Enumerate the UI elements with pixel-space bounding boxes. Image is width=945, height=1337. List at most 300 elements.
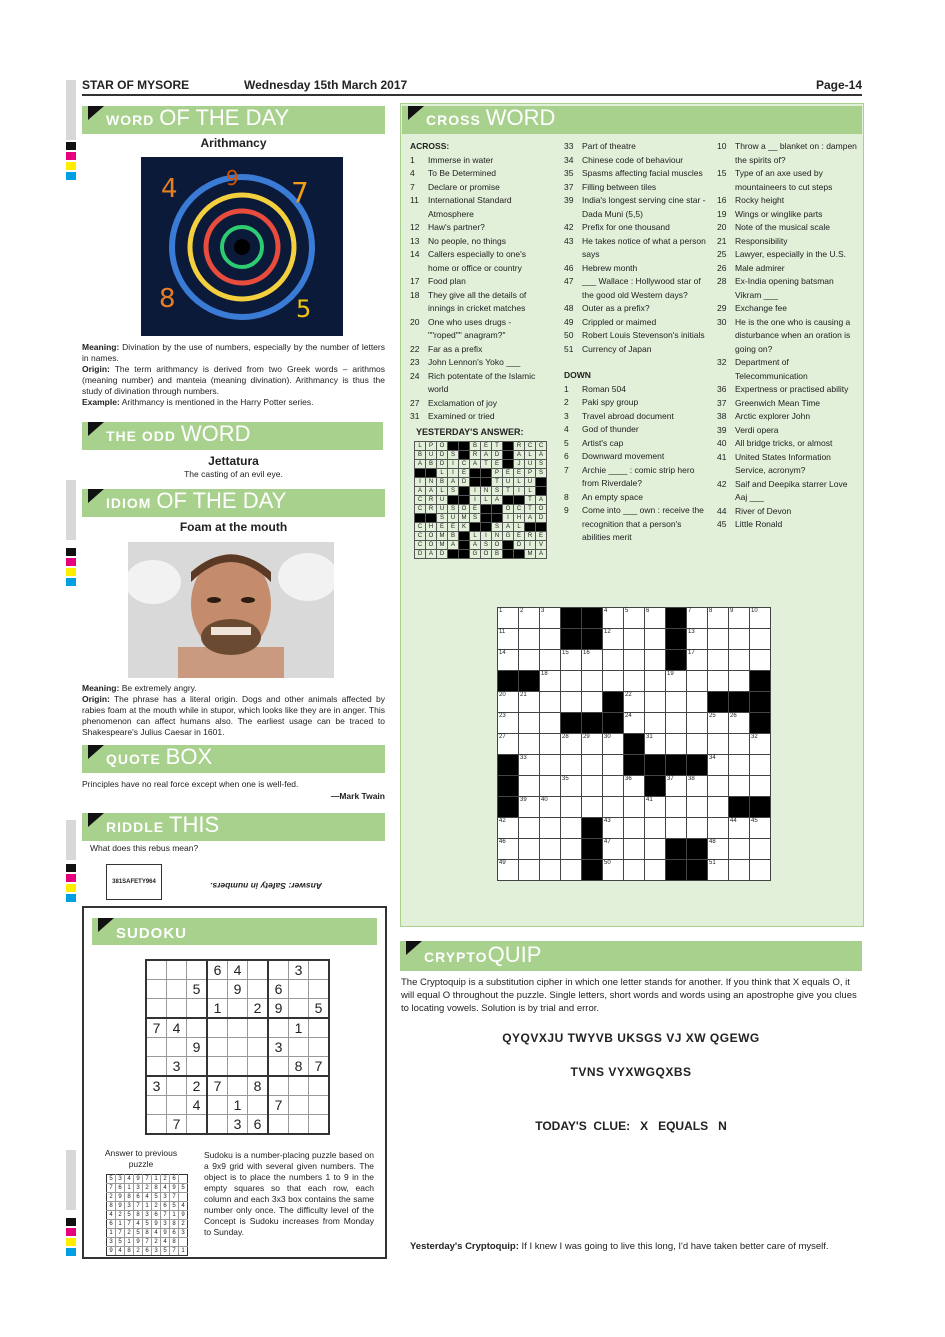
swatch-cyan xyxy=(66,578,76,586)
crossword-cell[interactable] xyxy=(498,650,519,671)
crossword-cell[interactable] xyxy=(687,818,708,839)
answer-cell: T xyxy=(492,442,503,451)
sudoku-cell: 3 xyxy=(116,1175,125,1184)
crossword-cell[interactable] xyxy=(666,692,687,713)
sudoku-cell[interactable] xyxy=(187,1115,208,1135)
crossword-cell[interactable] xyxy=(645,860,666,881)
crossword-cell[interactable] xyxy=(708,671,729,692)
sudoku-cell[interactable] xyxy=(207,1057,228,1077)
sudoku-cell[interactable] xyxy=(187,1057,208,1077)
crossword-cell[interactable] xyxy=(519,839,540,860)
crossword-cell[interactable] xyxy=(540,713,561,734)
sudoku-cell[interactable] xyxy=(146,1057,167,1077)
crossword-cell[interactable] xyxy=(750,839,771,860)
crossword-cell[interactable] xyxy=(645,671,666,692)
sudoku-cell[interactable] xyxy=(207,1018,228,1038)
crossword-cell[interactable] xyxy=(708,629,729,650)
sudoku-cell[interactable] xyxy=(228,1038,248,1057)
crossword-cell[interactable] xyxy=(582,797,603,818)
crossword-black-cell xyxy=(582,629,603,650)
sudoku-cell[interactable]: 6 xyxy=(248,1115,269,1135)
crossword-cell[interactable] xyxy=(624,860,645,881)
sudoku-cell[interactable]: 9 xyxy=(228,980,248,999)
clue-item xyxy=(564,343,706,357)
answer-cell: D xyxy=(437,460,448,469)
sudoku-cell[interactable]: 5 xyxy=(187,980,208,999)
crossword-cell[interactable] xyxy=(498,860,519,881)
clue-item xyxy=(564,235,706,262)
sudoku-cell[interactable] xyxy=(167,980,187,999)
crossword-cell[interactable] xyxy=(624,797,645,818)
sudoku-cell[interactable]: 6 xyxy=(268,980,289,999)
crossword-cell[interactable] xyxy=(750,734,771,755)
crossword-cell[interactable] xyxy=(750,776,771,797)
crossword-cell[interactable] xyxy=(519,692,540,713)
sudoku-cell[interactable]: 2 xyxy=(187,1076,208,1096)
clue-item xyxy=(564,221,706,235)
crossword-cell[interactable] xyxy=(687,692,708,713)
crossword-cell[interactable] xyxy=(540,839,561,860)
crossword-cell[interactable] xyxy=(624,608,645,629)
sudoku-cell[interactable] xyxy=(289,1038,309,1057)
sudoku-cell[interactable] xyxy=(228,1076,248,1096)
crossword-cell[interactable] xyxy=(624,671,645,692)
answer-cell: R xyxy=(426,496,437,505)
crossword-cell[interactable] xyxy=(540,671,561,692)
sudoku-cell[interactable]: 4 xyxy=(187,1096,208,1115)
crossword-cell[interactable] xyxy=(561,776,582,797)
sudoku-cell[interactable] xyxy=(187,999,208,1019)
crossword-cell[interactable] xyxy=(561,734,582,755)
crossword-cell[interactable] xyxy=(498,818,519,839)
sudoku-cell[interactable] xyxy=(309,1096,330,1115)
crossword-cell[interactable] xyxy=(645,818,666,839)
crossword-cell[interactable] xyxy=(498,713,519,734)
sudoku-cell[interactable] xyxy=(146,960,167,980)
sudoku-cell[interactable] xyxy=(146,980,167,999)
sudoku-cell[interactable]: 7 xyxy=(146,1018,167,1038)
crossword-cell[interactable] xyxy=(582,734,603,755)
answer-black-cell xyxy=(503,541,514,550)
crossword-cell[interactable] xyxy=(729,839,750,860)
sudoku-cell[interactable]: 7 xyxy=(268,1096,289,1115)
crossword-cell[interactable] xyxy=(603,797,624,818)
crossword-cell[interactable] xyxy=(729,629,750,650)
clue-item xyxy=(717,316,857,357)
cell-number: 46 xyxy=(499,839,506,845)
clue-item xyxy=(410,154,540,168)
sudoku-cell[interactable] xyxy=(167,1038,187,1057)
crossword-cell[interactable] xyxy=(645,797,666,818)
sudoku-cell[interactable]: 1 xyxy=(228,1096,248,1115)
swatch-black xyxy=(66,142,76,150)
sudoku-cell[interactable]: 3 xyxy=(228,1115,248,1135)
crossword-cell[interactable] xyxy=(645,713,666,734)
sudoku-cell[interactable]: 5 xyxy=(309,999,330,1019)
crossword-cell[interactable] xyxy=(561,797,582,818)
crossword-cell[interactable] xyxy=(540,629,561,650)
crossword-cell[interactable] xyxy=(498,692,519,713)
crossword-cell[interactable] xyxy=(708,755,729,776)
sudoku-cell[interactable] xyxy=(289,1076,309,1096)
crossword-cell[interactable] xyxy=(561,692,582,713)
clue-number: 49 xyxy=(564,316,574,327)
clue-text: Downward movement xyxy=(582,451,665,461)
crossword-cell[interactable] xyxy=(540,818,561,839)
crossword-cell[interactable] xyxy=(708,797,729,818)
yesterday-answer-label: YESTERDAY'S ANSWER: xyxy=(416,427,524,437)
cell-number: 48 xyxy=(709,839,716,845)
crossword-black-cell xyxy=(645,755,666,776)
sudoku-cell[interactable]: 4 xyxy=(228,960,248,980)
clue-text: Exclamation of joy xyxy=(428,397,497,408)
riddle-answer: Answer: Safety in numbers. xyxy=(210,881,322,891)
answer-black-cell xyxy=(503,442,514,451)
sudoku-cell[interactable]: 6 xyxy=(207,960,228,980)
crossword-cell[interactable] xyxy=(687,734,708,755)
sudoku-cell xyxy=(179,1238,188,1247)
crossword-cell[interactable] xyxy=(750,818,771,839)
answer-cell: C xyxy=(415,541,426,550)
sudoku-cell[interactable] xyxy=(207,1038,228,1057)
sudoku-cell: 3 xyxy=(134,1184,143,1193)
crossword-cell[interactable] xyxy=(624,818,645,839)
crossword-cell[interactable] xyxy=(603,671,624,692)
cell-number: 25 xyxy=(709,713,716,719)
crossword-cell[interactable] xyxy=(729,650,750,671)
crossword-cell[interactable] xyxy=(498,839,519,860)
clue-number: 42 xyxy=(717,478,727,489)
crossword-black-cell xyxy=(729,797,750,818)
sudoku-cell[interactable] xyxy=(289,980,309,999)
clue-text: Male admirer xyxy=(735,262,785,273)
crossword-black-cell xyxy=(582,818,603,839)
sudoku-cell[interactable] xyxy=(309,1076,330,1096)
sudoku-cell[interactable]: 1 xyxy=(207,999,228,1019)
crossword-cell[interactable] xyxy=(624,776,645,797)
sudoku-cell[interactable] xyxy=(248,1096,269,1115)
crossword-black-cell xyxy=(666,608,687,629)
crossword-cell[interactable] xyxy=(519,608,540,629)
crossword-cell[interactable] xyxy=(729,734,750,755)
sudoku-cell[interactable] xyxy=(146,999,167,1019)
sudoku-cell[interactable] xyxy=(146,1038,167,1057)
sudoku-cell[interactable] xyxy=(289,999,309,1019)
crossword-cell[interactable] xyxy=(624,692,645,713)
crossword-cell[interactable] xyxy=(645,734,666,755)
sudoku-cell[interactable] xyxy=(187,960,208,980)
answer-cell: E xyxy=(459,469,470,478)
sudoku-cell[interactable]: 7 xyxy=(309,1057,330,1077)
answer-cell: U xyxy=(448,514,459,523)
crossword-cell[interactable] xyxy=(519,734,540,755)
sudoku-cell[interactable] xyxy=(289,1115,309,1135)
sudoku-cell[interactable] xyxy=(248,1038,269,1057)
sudoku-cell[interactable] xyxy=(207,1115,228,1135)
sudoku-cell: 6 xyxy=(143,1247,152,1256)
cell-number: 10 xyxy=(751,608,758,614)
sudoku-cell: 9 xyxy=(107,1247,116,1256)
clue-item xyxy=(410,397,540,411)
crossword-cell[interactable] xyxy=(603,818,624,839)
example-label: Example: xyxy=(82,397,120,407)
crossword-cell[interactable] xyxy=(666,818,687,839)
crossword-cell[interactable] xyxy=(561,755,582,776)
crossword-cell[interactable] xyxy=(519,755,540,776)
sudoku-cell[interactable]: 4 xyxy=(167,1018,187,1038)
sudoku-cell[interactable] xyxy=(309,980,330,999)
sudoku-cell[interactable] xyxy=(207,1096,228,1115)
crossword-cell[interactable] xyxy=(708,818,729,839)
crossword-cell[interactable] xyxy=(729,776,750,797)
crossword-cell[interactable] xyxy=(540,608,561,629)
crossword-cell[interactable] xyxy=(603,650,624,671)
crossword-cell[interactable] xyxy=(666,671,687,692)
crossword-cell[interactable] xyxy=(540,776,561,797)
answer-cell: G xyxy=(503,532,514,541)
crossword-cell[interactable] xyxy=(519,797,540,818)
crossword-cell[interactable] xyxy=(729,818,750,839)
banner-word: WORD xyxy=(180,422,251,446)
cell-number: 35 xyxy=(562,776,569,782)
crossword-cell[interactable] xyxy=(750,608,771,629)
sudoku-cell[interactable] xyxy=(146,1096,167,1115)
crossword-cell[interactable] xyxy=(519,713,540,734)
sudoku-cell[interactable] xyxy=(248,1018,269,1038)
clue-number: 44 xyxy=(717,505,727,516)
cell-number: 3 xyxy=(541,608,545,614)
crossword-cell[interactable] xyxy=(687,671,708,692)
meaning-label: Meaning: xyxy=(82,683,120,693)
sudoku-cell[interactable] xyxy=(228,1018,248,1038)
crossword-cell[interactable] xyxy=(687,776,708,797)
clue-number: 26 xyxy=(717,262,727,273)
clue-number: 43 xyxy=(564,235,574,246)
corner-triangle xyxy=(406,941,422,955)
crossword-cell[interactable] xyxy=(729,608,750,629)
crossword-cell[interactable] xyxy=(603,755,624,776)
crossword-cell[interactable] xyxy=(666,797,687,818)
sudoku-cell[interactable]: 1 xyxy=(289,1018,309,1038)
clue-text: Artist's cap xyxy=(582,437,624,448)
sudoku-cell: 7 xyxy=(125,1220,134,1229)
sudoku-cell[interactable]: 3 xyxy=(167,1057,187,1077)
sudoku-cell[interactable] xyxy=(167,999,187,1019)
crossword-cell[interactable] xyxy=(687,608,708,629)
crossword-cell[interactable] xyxy=(540,860,561,881)
crossword-cell[interactable] xyxy=(645,629,666,650)
sudoku-cell[interactable] xyxy=(248,1057,269,1077)
crossword-black-cell xyxy=(624,734,645,755)
clue-item xyxy=(564,491,706,505)
sudoku-cell: 8 xyxy=(170,1220,179,1229)
clue-text: God of thunder xyxy=(582,424,639,434)
crossword-cell[interactable] xyxy=(603,608,624,629)
sudoku-cell: 3 xyxy=(152,1247,161,1256)
crossword-cell[interactable] xyxy=(708,608,729,629)
crossword-cell[interactable] xyxy=(750,860,771,881)
crossword-cell[interactable] xyxy=(498,629,519,650)
crossword-cell[interactable] xyxy=(561,650,582,671)
clue-item xyxy=(410,356,540,370)
sudoku-cell: 7 xyxy=(170,1193,179,1202)
crossword-cell[interactable] xyxy=(498,734,519,755)
sudoku-cell[interactable] xyxy=(167,1096,187,1115)
answer-cell: S xyxy=(448,505,459,514)
sudoku-cell[interactable]: 8 xyxy=(289,1057,309,1077)
crossword-cell[interactable] xyxy=(603,734,624,755)
crossword-cell[interactable] xyxy=(687,797,708,818)
crossword-cell[interactable] xyxy=(603,776,624,797)
crossword-cell[interactable] xyxy=(540,755,561,776)
crossword-cell[interactable] xyxy=(645,692,666,713)
crossword-cell[interactable] xyxy=(582,755,603,776)
sudoku-cell[interactable] xyxy=(268,1057,289,1077)
crossword-cell[interactable] xyxy=(729,755,750,776)
sudoku-cell[interactable] xyxy=(289,1096,309,1115)
crossword-cell[interactable] xyxy=(540,650,561,671)
clue-item xyxy=(564,464,706,491)
sudoku-cell[interactable] xyxy=(146,1115,167,1135)
sudoku-cell[interactable]: 3 xyxy=(289,960,309,980)
sudoku-cell[interactable] xyxy=(309,1115,330,1135)
crossword-cell[interactable] xyxy=(561,671,582,692)
crossword-cell[interactable] xyxy=(729,713,750,734)
sudoku-cell[interactable] xyxy=(248,960,269,980)
answer-cell: L xyxy=(514,478,525,487)
crossword-cell[interactable] xyxy=(582,692,603,713)
crossword-cell[interactable] xyxy=(708,713,729,734)
crossword-cell[interactable] xyxy=(708,860,729,881)
sudoku-cell[interactable]: 8 xyxy=(248,1076,269,1096)
clue-item xyxy=(564,423,706,437)
clue-number: 9 xyxy=(564,505,569,515)
issue-date: Wednesday 15th March 2017 xyxy=(244,78,408,92)
crossword-cell[interactable] xyxy=(708,776,729,797)
crossword-cell[interactable] xyxy=(687,650,708,671)
clue-item xyxy=(564,450,706,464)
crossword-cell[interactable] xyxy=(603,839,624,860)
answer-cell: S xyxy=(470,514,481,523)
sudoku-cell[interactable] xyxy=(309,1038,330,1057)
crossword-cell[interactable] xyxy=(561,818,582,839)
sudoku-cell[interactable] xyxy=(187,1018,208,1038)
crossword-cell[interactable] xyxy=(519,629,540,650)
sudoku-cell: 8 xyxy=(152,1184,161,1193)
sudoku-cell[interactable] xyxy=(268,960,289,980)
clue-text: Verdi opera xyxy=(735,424,779,435)
sudoku-cell: 9 xyxy=(170,1184,179,1193)
sudoku-cell[interactable]: 2 xyxy=(248,999,269,1019)
crossword-cell[interactable] xyxy=(519,860,540,881)
clue-number: 38 xyxy=(717,411,727,421)
sudoku-cell[interactable] xyxy=(228,1057,248,1077)
answer-cell: O xyxy=(437,442,448,451)
crossword-cell[interactable] xyxy=(624,629,645,650)
crossword-cell[interactable] xyxy=(582,671,603,692)
answer-cell: N xyxy=(426,478,437,487)
sudoku-cell: 6 xyxy=(170,1175,179,1184)
sudoku-cell[interactable] xyxy=(167,1076,187,1096)
crossword-cell[interactable] xyxy=(687,629,708,650)
crossword-cell[interactable] xyxy=(708,650,729,671)
crossword-cell[interactable] xyxy=(519,650,540,671)
crossword-cell[interactable] xyxy=(603,629,624,650)
sudoku-cell: 1 xyxy=(179,1247,188,1256)
sudoku-cell[interactable]: 7 xyxy=(207,1076,228,1096)
corner-triangle xyxy=(88,106,104,120)
sudoku-cell[interactable] xyxy=(309,1018,330,1038)
answer-cell: T xyxy=(492,478,503,487)
answer-cell: A xyxy=(426,550,437,559)
crossword-cell[interactable] xyxy=(540,734,561,755)
crossword-cell[interactable] xyxy=(645,839,666,860)
sudoku-cell[interactable]: 9 xyxy=(187,1038,208,1057)
crossword-cell[interactable] xyxy=(750,650,771,671)
crossword-cell[interactable] xyxy=(729,860,750,881)
sudoku-cell[interactable] xyxy=(309,960,330,980)
crossword-cell[interactable] xyxy=(708,734,729,755)
sudoku-cell[interactable]: 3 xyxy=(146,1076,167,1096)
crossword-cell[interactable] xyxy=(603,860,624,881)
crossword-cell[interactable] xyxy=(498,608,519,629)
crossword-cell[interactable] xyxy=(687,713,708,734)
answer-cell: I xyxy=(470,487,481,496)
sudoku-cell[interactable]: 7 xyxy=(167,1115,187,1135)
crossword-cell[interactable] xyxy=(540,797,561,818)
crossword-cell[interactable] xyxy=(582,776,603,797)
crossword-cell[interactable] xyxy=(561,839,582,860)
crossword-cell[interactable] xyxy=(666,713,687,734)
crossword-cell[interactable] xyxy=(624,839,645,860)
sudoku-cell[interactable] xyxy=(268,1115,289,1135)
sudoku-cell[interactable]: 3 xyxy=(268,1038,289,1057)
sudoku-cell[interactable] xyxy=(207,980,228,999)
crossword-cell[interactable] xyxy=(561,860,582,881)
crossword-cell[interactable] xyxy=(519,776,540,797)
crossword-cell[interactable] xyxy=(666,734,687,755)
crossword-cell[interactable] xyxy=(519,818,540,839)
answer-cell: E xyxy=(492,460,503,469)
crossword-cell[interactable] xyxy=(750,629,771,650)
sudoku-cell[interactable] xyxy=(268,1018,289,1038)
clue-item xyxy=(717,208,857,222)
crossword-cell[interactable] xyxy=(645,608,666,629)
sudoku-cell[interactable]: 9 xyxy=(268,999,289,1019)
clue-number: 34 xyxy=(564,154,574,165)
crossword-cell[interactable] xyxy=(666,776,687,797)
answer-cell: I xyxy=(415,478,426,487)
crossword-cell[interactable] xyxy=(645,650,666,671)
cell-number: 43 xyxy=(604,818,611,824)
sudoku-cell: 8 xyxy=(143,1229,152,1238)
sudoku-cell[interactable] xyxy=(228,999,248,1019)
meaning-label: Meaning: xyxy=(82,342,120,352)
answer-cell: L xyxy=(481,496,492,505)
crossword-cell[interactable] xyxy=(729,671,750,692)
crossword-cell[interactable] xyxy=(540,692,561,713)
crossword-cell[interactable] xyxy=(582,650,603,671)
crossword-cell[interactable] xyxy=(750,755,771,776)
sudoku-cell[interactable] xyxy=(167,960,187,980)
crossword-cell[interactable] xyxy=(624,713,645,734)
crossword-cell[interactable] xyxy=(624,650,645,671)
crossword-black-cell xyxy=(603,713,624,734)
crossword-cell[interactable] xyxy=(708,839,729,860)
clue-text: Food plan xyxy=(428,276,466,286)
sudoku-cell[interactable] xyxy=(268,1076,289,1096)
sudoku-cell[interactable] xyxy=(248,980,269,999)
